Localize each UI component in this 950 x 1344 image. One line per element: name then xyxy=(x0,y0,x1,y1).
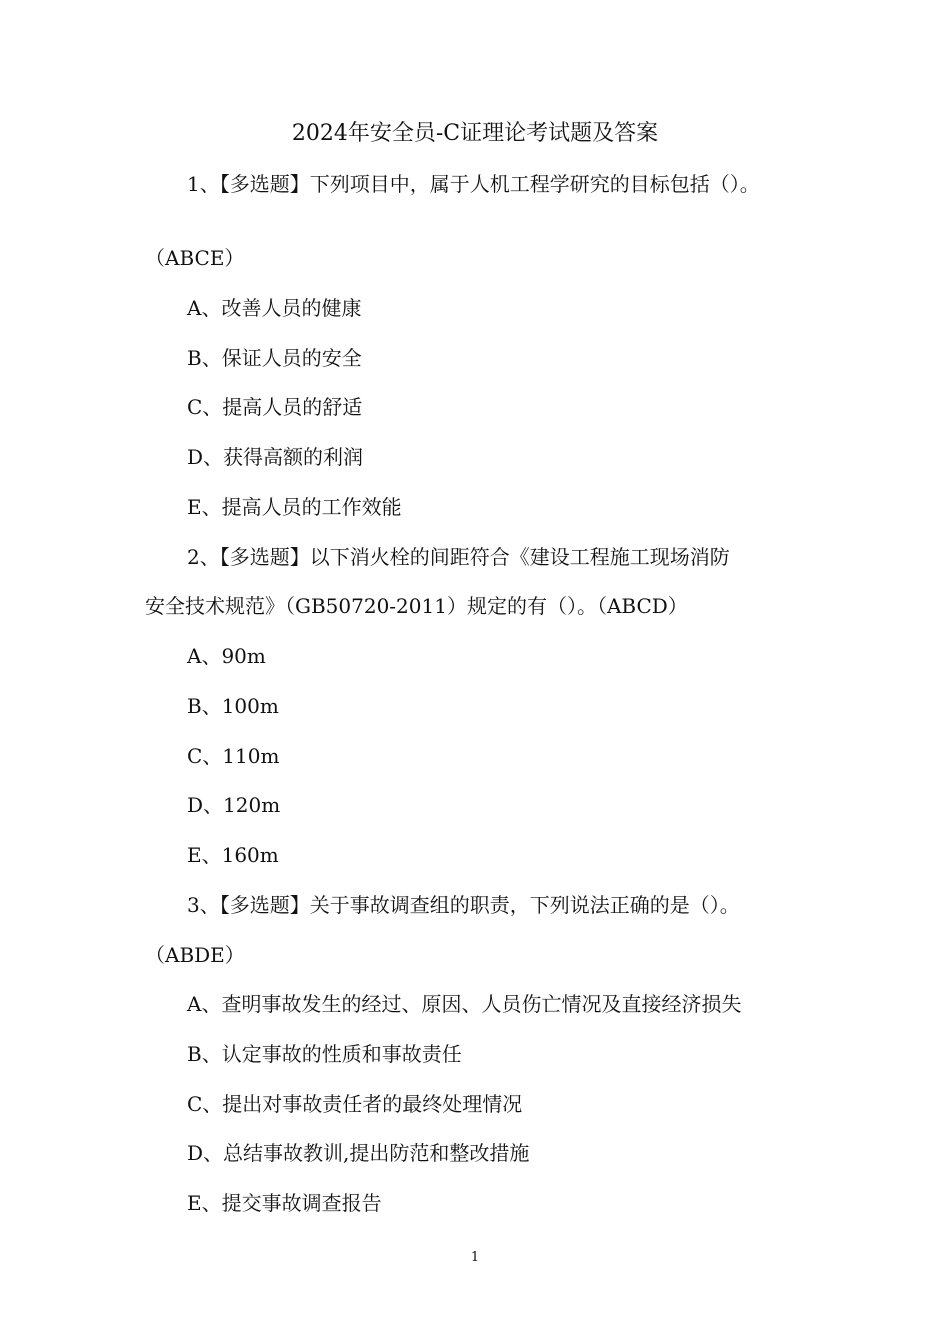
question-2-option-e: E、160m xyxy=(187,843,279,867)
question-3-answer: （ABDE） xyxy=(145,943,245,967)
question-2-stem-continued: 安全技术规范》（GB50720-2011）规定的有（）。（ABCD） xyxy=(145,594,688,618)
question-3-option-b: B、认定事故的性质和事故责任 xyxy=(187,1042,462,1066)
question-1-option-a: A、改善人员的健康 xyxy=(187,296,362,320)
document-title: 2024年安全员-C证理论考试题及答案 xyxy=(291,121,659,146)
question-1-stem: 1、【多选题】下列项目中，属于人机工程学研究的目标包括（）。 xyxy=(187,172,760,196)
question-3-stem: 3、【多选题】关于事故调查组的职责，下列说法正确的是（）。 xyxy=(187,893,740,917)
question-2-option-a: A、90m xyxy=(187,644,266,668)
question-2-option-b: B、100m xyxy=(187,694,279,718)
question-2-option-d: D、120m xyxy=(187,793,281,817)
question-1-option-e: E、提高人员的工作效能 xyxy=(187,495,402,519)
question-2-option-c: C、110m xyxy=(187,744,280,768)
question-3-option-d: D、总结事故教训,提出防范和整改措施 xyxy=(187,1141,530,1165)
question-1-option-b: B、保证人员的安全 xyxy=(187,346,362,370)
question-3-option-c: C、提出对事故责任者的最终处理情况 xyxy=(187,1092,523,1116)
question-1-option-c: C、提高人员的舒适 xyxy=(187,395,363,419)
question-1-answer: （ABCE） xyxy=(145,246,245,270)
question-1-option-d: D、获得高额的利润 xyxy=(187,445,364,469)
page-number: 1 xyxy=(470,1250,480,1265)
question-3-option-a: A、查明事故发生的经过、原因、人员伤亡情况及直接经济损失 xyxy=(187,992,742,1016)
question-2-stem: 2、【多选题】以下消火栓的间距符合《建设工程施工现场消防 xyxy=(187,545,730,569)
question-3-option-e: E、提交事故调查报告 xyxy=(187,1191,382,1215)
